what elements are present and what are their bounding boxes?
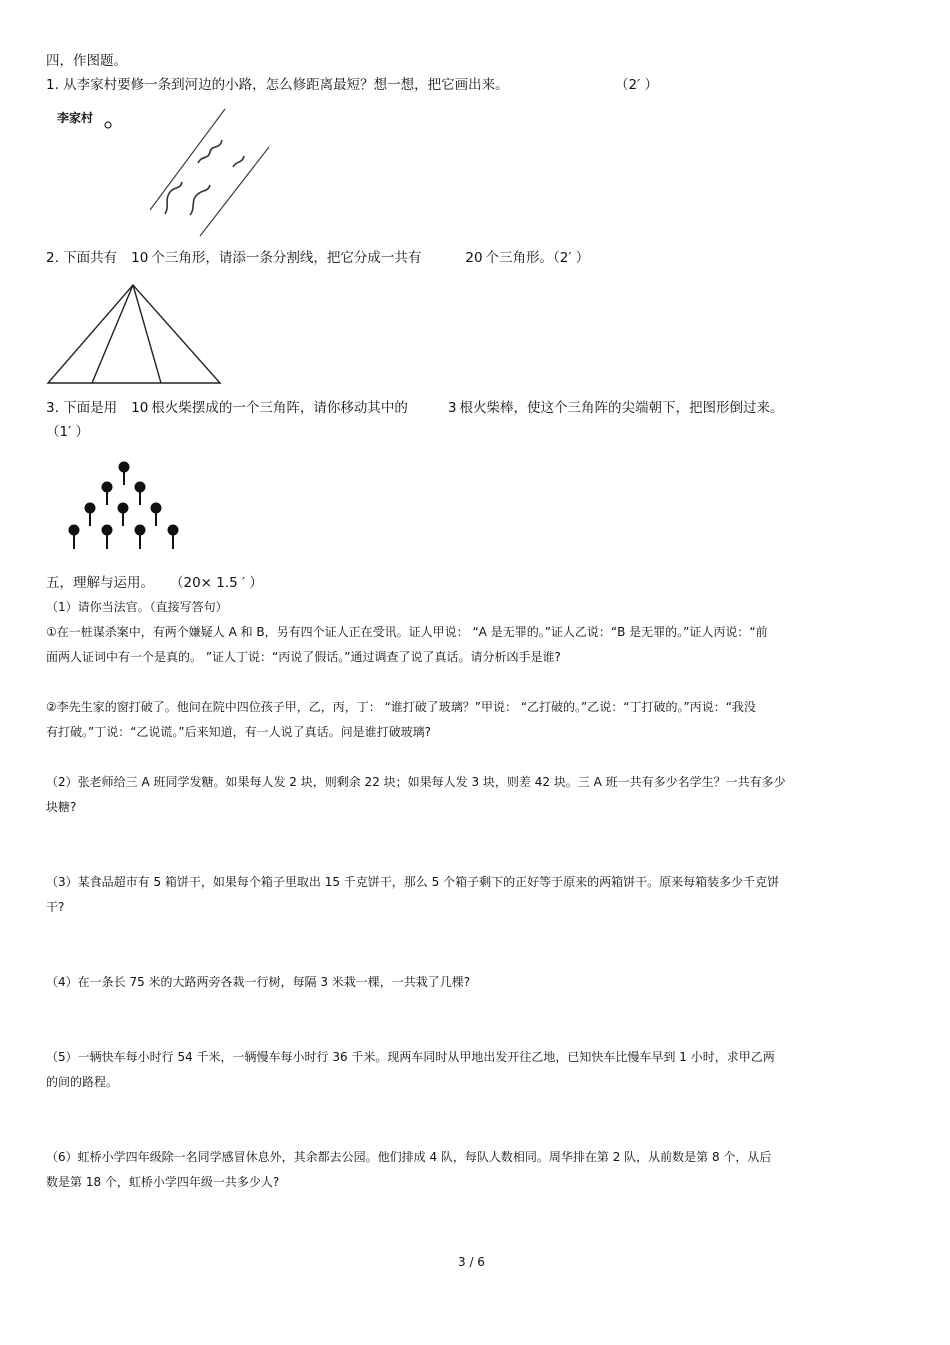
problem-3-line-1: （3）某食品超市有 5 箱饼干，如果每个箱子里取出 15 千克饼干，那么 5 个箱子剩下的正好等于原来的两箱饼干。原来每箱装多少千克饼 (46, 875, 780, 889)
problem-3-line-2: 干? (46, 900, 65, 914)
river-bank-right (200, 147, 269, 236)
question-1-score: （2′ ） (615, 77, 658, 93)
triangle-figure (45, 283, 225, 388)
water-wave (198, 140, 222, 163)
question-2-text-b: 个三角形，请添一条分割线，把它分成一共有 (151, 250, 422, 266)
problem-1a-line-1: ①在一桩谋杀案中，有两个嫌疑人 A 和 B，另有四个证人正在受讯。证人甲说： “A 是无罪的。”证人乙说：“B 是无罪的。”证人丙说：“前 (46, 625, 768, 639)
question-1-text: 1. 从李家村要修一条到河边的小路，怎么修距离最短？想一想，把它画出来。 (46, 77, 509, 93)
problem-1b-line-2: 有打破。”丁说：“乙说谎。”后来知道，有一人说了真话。问是谁打破玻璃? (46, 725, 432, 739)
river-figure (40, 100, 300, 245)
matchstick (119, 504, 128, 527)
problem-2-line-2: 块糖? (46, 800, 77, 814)
problem-1-title: （1）请你当法官。（直接写答句） (46, 600, 228, 614)
problem-1b-line-1: ②李先生家的窗打破了。他问在院中四位孩子甲，乙，丙，丁： “谁打破了玻璃？”甲说： “乙打破的。”乙说：“丁打破的。”丙说：“我没 (46, 700, 756, 714)
matchstick (169, 526, 178, 550)
problem-1a-line-2: 面两人证词中有一个是真的。 ”证人丁说：“丙说了假话。”通过调查了说了真话。请分析凶手是谁? (46, 650, 561, 664)
question-3-text-c: 根火柴棒，使这个三角阵的尖端朝下，把图形倒过来。 (459, 400, 784, 416)
section-5-heading-text: 五，理解与运用。 (46, 575, 154, 591)
question-2-text (46, 249, 589, 267)
matchstick (152, 504, 161, 527)
water-wave (190, 185, 210, 215)
section-4-heading: 四，作图题。 (46, 53, 127, 69)
section-5-heading (46, 574, 263, 592)
problem-5-line-2: 的间的路程。 (46, 1075, 119, 1089)
outer-triangle (48, 285, 220, 383)
matchstick (86, 504, 95, 527)
question-3-text-a: 3. 下面是用 (46, 400, 118, 416)
problem-6-line-1: （6）虹桥小学四年级除一名同学感冒休息外，其余都去公园。他们排成 4 队，每队人数相同。周华排在第 2 队，从前数是第 8 个，从后 (46, 1150, 772, 1164)
question-2-number-b: 20 (465, 250, 483, 266)
matchstick (103, 483, 112, 506)
problem-5-line-1: （5）一辆快车每小时行 54 千米，一辆慢车每小时行 36 千米。现两车同时从甲地出发开往乙地，已知快车比慢车早到 1 小时，求甲乙两 (46, 1050, 775, 1064)
matchstick (103, 526, 112, 550)
divider-line (92, 285, 133, 383)
matchstick-figure (60, 455, 190, 555)
question-3-text-b: 根火柴摆成的一个三角阵，请你移动其中的 (151, 400, 408, 416)
question-3-number-a: 10 (131, 400, 149, 416)
section-5-heading-score: （20× 1.5 ′ ） (170, 575, 263, 591)
question-3-text (46, 399, 783, 417)
problem-6-line-2: 数是第 18 个，虹桥小学四年级一共多少人? (46, 1175, 280, 1189)
matchstick (136, 483, 145, 506)
divider-line (133, 285, 161, 383)
village-label: 李家村 (57, 111, 94, 125)
village-point (105, 122, 111, 128)
matchstick (136, 526, 145, 550)
page-number: 3 / 6 (458, 1255, 485, 1269)
problem-2-line-1: （2）张老师给三 A 班同学发糖。如果每人发 2 块，则剩余 22 块；如果每人发 3 块，则差 42 块。三 A 班一共有多少名学生？一共有多少 (46, 775, 786, 789)
question-2-text-c: 个三角形。（2′ ） (485, 250, 590, 266)
question-2-number-a: 10 (131, 250, 149, 266)
problem-4-line-1: （4）在一条长 75 米的大路两旁各栽一行树，每隔 3 米栽一棵，一共栽了几棵? (46, 975, 471, 989)
water-wave (233, 156, 244, 167)
question-3-score: （1′ ） (46, 424, 89, 440)
matchstick (70, 526, 79, 550)
matchstick (120, 463, 129, 486)
question-3-number-b: 3 (447, 400, 457, 416)
river-bank-left (150, 109, 225, 210)
question-2-text-a: 2. 下面共有 (46, 250, 118, 266)
